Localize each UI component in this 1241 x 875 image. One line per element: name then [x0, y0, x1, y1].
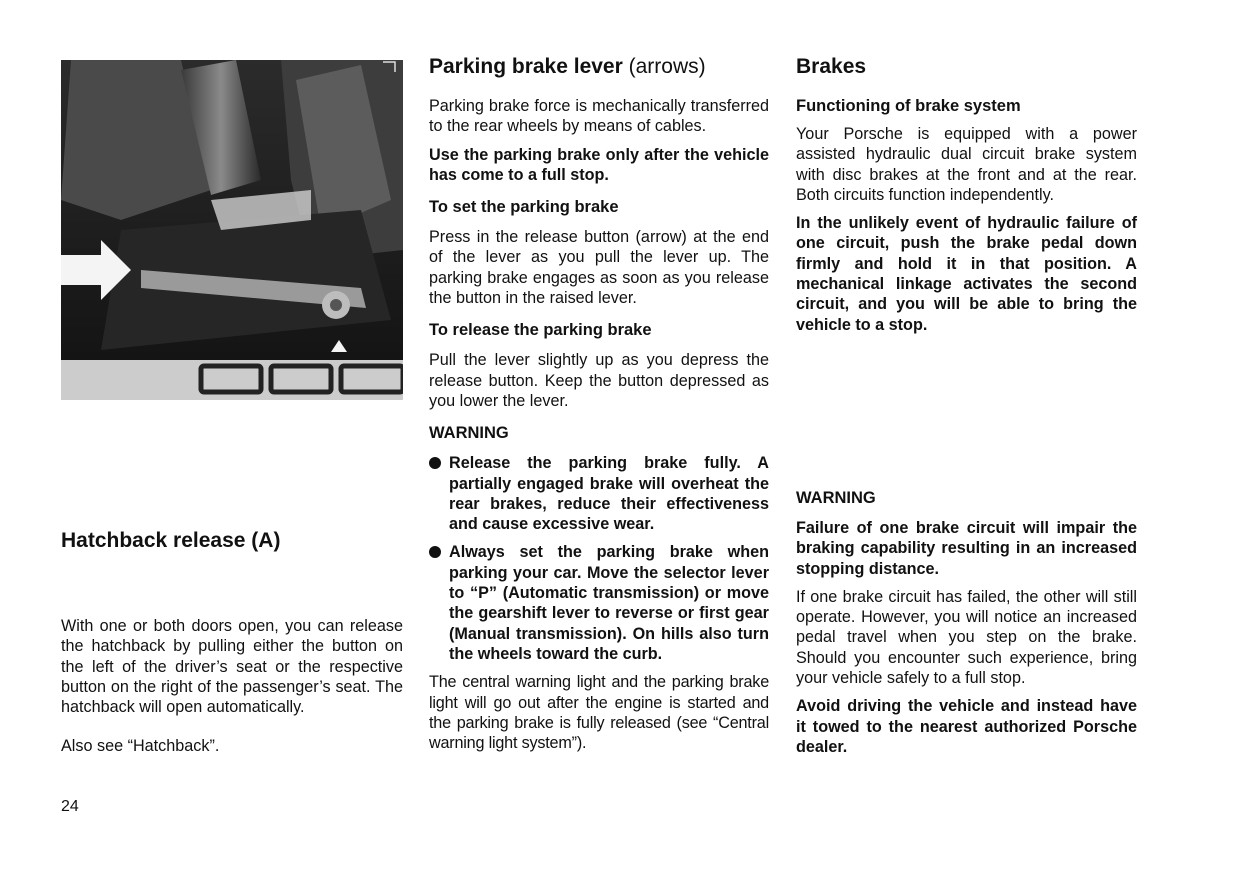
photo-illustration — [61, 60, 403, 400]
hatchback-section — [61, 528, 403, 554]
warning-bullet-1 — [429, 453, 769, 534]
set-parking-brake-heading: To set the parking brake — [429, 198, 619, 217]
bullet-dot-icon — [429, 457, 441, 469]
brakes-warning-text: If one brake circuit has failed, the other will still operate. However, you will notice an increased pedal travel when you step on the brake. Should you encounter such experience, bring your vehicle safely to a full stop. — [796, 587, 1137, 688]
parking-brake-title-main: Parking brake lever — [429, 55, 623, 78]
page-number: 24 — [61, 798, 79, 815]
brakes-warning-label: WARNING — [796, 489, 876, 507]
parking-brake-title-suffix: (arrows) — [622, 55, 706, 78]
hatchback-paragraph: With one or both doors open, you can release the hatchback by pulling either the button on the left of the driver’s seat or the respective button on the right of the passenger’s seat. The hatchback will open automatically. — [61, 617, 403, 717]
parking-brake-intro: Parking brake force is mechanically transferred to the rear wheels by means of cables. — [429, 97, 769, 136]
bullet-dot-icon — [429, 546, 441, 558]
release-parking-brake-text: Pull the lever slightly up as you depress the release button. Keep the button depressed as you lower the lever. — [429, 351, 769, 410]
warning-bullet-1-text: Release the parking brake fully. A partially engaged brake will overheat the rear brakes, reduce their effectiveness and cause excessive wear. — [449, 454, 769, 534]
set-parking-brake-text: Press in the release button (arrow) at the end of the lever as you pull the lever up. The parking brake engages as soon as you release the button in the raised lever. — [429, 228, 769, 308]
hatchback-heading: Hatchback release (A) — [61, 529, 281, 552]
hatchback-see-also: Also see “Hatchback”. — [61, 737, 220, 755]
warning-bullet-2-text: Always set the parking brake when parking your car. Move the selector lever to “P” (Automatic transmission) or move the gearshift lever to reverse or first gear (Manual transmission). On hills also turn the wheels toward the curb. — [449, 543, 769, 663]
parking-brake-closing-text: The central warning light and the parking brake light will go out after the engine is started and the parking brake is fully released (see “Central warning light system”). — [429, 673, 769, 753]
brake-failure-instruction: In the unlikely event of hydraulic failure of one circuit, push the brake pedal down firmly and hold it in that position. A mechanical linkage activates the second circuit, and you will be able to bring the vehicle to a stop. — [796, 214, 1137, 334]
parking-brake-warning-label: WARNING — [429, 424, 509, 443]
brakes-warning-section — [796, 488, 1137, 757]
parking-brake-title — [429, 54, 769, 80]
brakes-section — [796, 54, 1137, 335]
brake-system-heading: Functioning of brake system — [796, 97, 1021, 115]
brakes-warning-bold: Failure of one brake circuit will impair the braking capability resulting in an increased stopping distance. — [796, 519, 1137, 578]
parking-brake-photo — [61, 60, 403, 400]
photo-label-a — [320, 330, 321, 331]
warning-bullet-2 — [429, 542, 769, 664]
brake-system-description: Your Porsche is equipped with a power assisted hydraulic dual circuit brake system with disc brakes at the front and at the rear. Both circuits function independently. — [796, 125, 1137, 204]
parking-brake-bold-note: Use the parking brake only after the vehicle has come to a full stop. — [429, 145, 769, 184]
parking-brake-section — [429, 54, 769, 753]
brakes-final-advice: Avoid driving the vehicle and instead have it towed to the nearest authorized Porsche dealer. — [796, 697, 1137, 756]
release-parking-brake-heading: To release the parking brake — [429, 321, 652, 340]
brakes-title: Brakes — [796, 55, 867, 78]
